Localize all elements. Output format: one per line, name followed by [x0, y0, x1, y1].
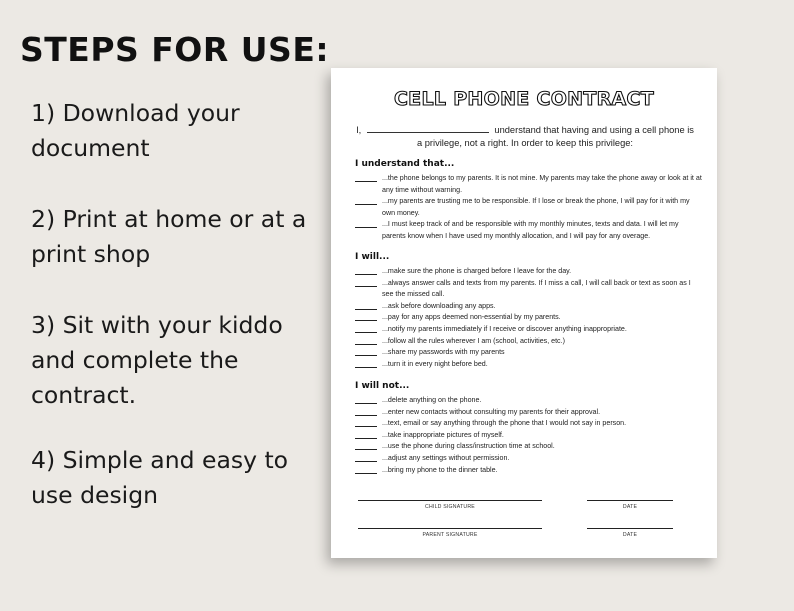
child-date: [587, 500, 673, 510]
item-text: ...turn it in every night before bed.: [382, 359, 488, 368]
initial-blank: [355, 419, 377, 427]
list-item: [355, 453, 703, 465]
item-text: ...always answer calls and texts from my parents. If I miss a call, I will call back or text as soon as I see the missed call.: [382, 278, 691, 299]
section-will-not: [355, 381, 703, 476]
parent-signature-label: PARENT SIGNATURE: [422, 532, 478, 538]
contract-intro: [355, 124, 695, 150]
initial-blank: [355, 396, 377, 404]
list-item: [355, 407, 703, 419]
parent-signature: [358, 528, 542, 538]
section-understand: [355, 159, 703, 243]
initial-blank: [355, 220, 377, 228]
initial-blank: [355, 302, 377, 310]
steps-title: STEPS FOR USE:: [20, 30, 330, 69]
initial-blank: [355, 267, 377, 275]
item-text: ...use the phone during class/instruction time at school.: [382, 442, 555, 451]
initial-blank: [355, 360, 377, 368]
name-blank: [367, 124, 489, 133]
step-4: 4) Simple and easy to use design: [31, 446, 289, 509]
item-text: ...adjust any settings without permission.: [382, 453, 510, 462]
intro-prefix: I,: [356, 125, 362, 135]
child-signature-label: CHILD SIGNATURE: [425, 504, 475, 510]
item-text: ...enter new contacts without consulting my parents for their approval.: [382, 407, 601, 416]
section-heading: I will...: [355, 252, 390, 262]
initial-blank: [355, 454, 377, 462]
item-text: ...pay for any apps deemed non-essential by my parents.: [382, 313, 561, 322]
list-item: [355, 196, 703, 219]
list-item: [355, 347, 703, 359]
list-item: [355, 324, 703, 336]
section-heading: I will not...: [355, 381, 410, 391]
item-text: ...make sure the phone is charged before I leave for the day.: [382, 267, 572, 275]
initial-blank: [355, 348, 377, 356]
initial-blank: [355, 279, 377, 287]
list-item: [355, 336, 703, 348]
item-text: ...my parents are trusting me to be responsible. If I lose or break the phone, I will pay for it with my own money.: [382, 197, 690, 217]
initial-blank: [355, 197, 377, 205]
list-item: [355, 266, 703, 278]
parent-date: [587, 528, 673, 538]
section-will: [355, 252, 703, 370]
date-line: [587, 528, 673, 529]
signature-line: [358, 528, 542, 529]
item-text: ...take inappropriate pictures of myself.: [382, 430, 504, 439]
steps-list: [31, 96, 321, 549]
intro-line2: a privilege, not a right. In order to keep this privilege:: [416, 138, 633, 148]
list-item: [355, 418, 703, 430]
item-text: ...bring my phone to the dinner table.: [382, 465, 498, 474]
item-text: ...ask before downloading any apps.: [382, 301, 496, 310]
intro-suffix: understand that having and using a cell phone is: [494, 125, 694, 135]
list-item: [355, 465, 703, 477]
item-text: ...delete anything on the phone.: [382, 396, 482, 404]
contract-title: CELL PHONE CONTRACT: [393, 88, 655, 110]
initial-blank: [355, 408, 377, 416]
date-label: DATE: [622, 504, 638, 510]
date-line: [587, 500, 673, 501]
item-text: ...the phone belongs to my parents. It is not mine. My parents may take the phone away or look at it at any time without warning.: [382, 174, 702, 194]
child-signature: [358, 500, 542, 510]
initial-blank: [355, 466, 377, 474]
item-text: ...notify my parents immediately if I receive or discover anything inappropriate.: [382, 324, 627, 333]
list-item: [355, 312, 703, 324]
initial-blank: [355, 442, 377, 450]
initial-blank: [355, 313, 377, 321]
initial-blank: [355, 174, 377, 182]
step-2: 2) Print at home or at a print shop: [31, 205, 307, 268]
list-item: [355, 441, 703, 453]
item-text: ...I must keep track of and be responsible with my monthly minutes, texts and data. I will let my parents know when I have used my monthly allocation, and I will pay for any overage.: [382, 220, 679, 240]
list-item: [355, 359, 703, 371]
section-heading: I understand that...: [355, 159, 455, 169]
step-1: 1) Download your document: [31, 99, 240, 162]
initial-blank: [355, 337, 377, 345]
list-item: [355, 219, 703, 242]
contract-page: [331, 68, 717, 558]
step-3: 3) Sit with your kiddo and complete the contract.: [31, 311, 283, 409]
item-text: ...share my passwords with my parents: [382, 348, 505, 357]
date-label: DATE: [622, 532, 638, 538]
signature-line: [358, 500, 542, 501]
list-item: [355, 173, 703, 196]
list-item: [355, 278, 703, 301]
initial-blank: [355, 431, 377, 439]
item-text: ...text, email or say anything through the phone that I would not say in person.: [382, 419, 627, 428]
list-item: [355, 430, 703, 442]
list-item: [355, 301, 703, 313]
initial-blank: [355, 325, 377, 333]
list-item: [355, 395, 703, 407]
item-text: ...follow all the rules wherever I am (school, activities, etc.): [382, 336, 565, 345]
